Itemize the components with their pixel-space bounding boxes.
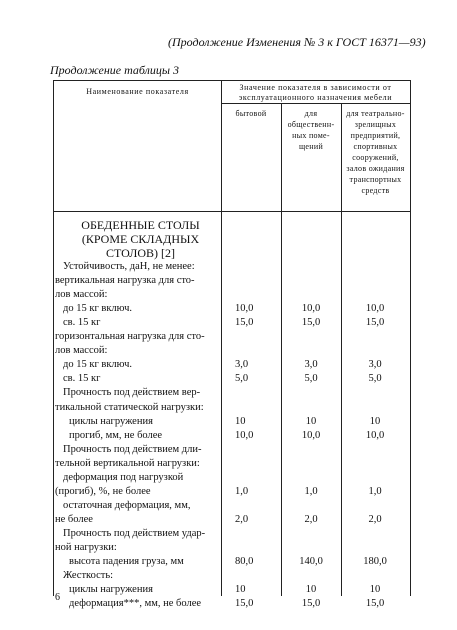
row-value-3: 10	[369, 415, 381, 427]
row-value-3: 10,0	[365, 429, 385, 441]
row-label: деформация под нагрузкой	[63, 471, 184, 483]
group-header-line1: Значение показателя в зависимости от	[239, 83, 392, 92]
table-continuation-caption: Продолжение таблицы 3	[50, 63, 180, 77]
row-label: тикальной статической нагрузки:	[55, 401, 204, 413]
section-title-line: СТОЛОВ) [2]	[105, 246, 176, 260]
row-value-2: 15,0	[301, 317, 321, 329]
row-value-3: 10,0	[365, 303, 385, 315]
row-value-1: 5,0	[235, 373, 249, 385]
subheader-theatre-line: средств	[361, 186, 390, 195]
subheader-public	[281, 108, 341, 152]
row-label: лов массой:	[55, 289, 108, 301]
row-value-3: 10	[369, 584, 381, 596]
section-title	[53, 218, 228, 260]
row-label: Прочность под действием удар-	[63, 527, 206, 539]
row-value-3: 15,0	[365, 317, 385, 329]
subheader-public-line: общественн-	[287, 120, 335, 129]
table-row	[53, 485, 409, 499]
row-label: циклы нагружения	[69, 415, 153, 427]
row-value-2: 5,0	[304, 373, 318, 385]
table-row	[53, 274, 409, 288]
subheader-household: бытовой	[235, 109, 267, 118]
row-value-1: 10,0	[235, 429, 254, 441]
row-value-2: 15,0	[301, 598, 321, 610]
page-number: 6	[55, 592, 60, 603]
table-row	[53, 260, 409, 274]
row-value-1: 10	[235, 415, 246, 427]
row-value-1: 15,0	[235, 317, 254, 329]
row-value-3: 180,0	[363, 556, 387, 568]
row-label: не более	[55, 513, 93, 525]
table-row	[53, 429, 409, 443]
row-label: ной нагрузки:	[55, 542, 117, 553]
table-row	[53, 302, 409, 316]
row-label: деформация***, мм, не более	[69, 598, 202, 610]
table-row	[53, 401, 409, 415]
row-label: Прочность под действием дли-	[63, 443, 202, 455]
row-value-1: 80,0	[235, 556, 254, 568]
row-value-1: 15,0	[235, 598, 254, 610]
row-value-3: 15,0	[365, 598, 385, 610]
row-value-3: 3,0	[368, 359, 382, 371]
subheader-theatre-line: для театрально-	[346, 109, 405, 118]
row-label: лов массой:	[55, 345, 108, 357]
table-row	[53, 541, 409, 555]
subheader-theatre	[341, 108, 410, 196]
table-row	[53, 316, 409, 330]
subheader-public-line: для	[304, 109, 318, 118]
row-value-2: 1,0	[304, 485, 318, 497]
table-row	[53, 499, 409, 513]
row-value-2: 10	[305, 415, 317, 427]
section-title-line: ОБЕДЕННЫЕ СТОЛЫ	[81, 218, 200, 232]
subheader-public-line: ных поме-	[292, 131, 330, 140]
row-label: вертикальная нагрузка для сто-	[55, 275, 195, 287]
row-label: св. 15 кг	[63, 317, 101, 329]
table-row	[53, 330, 409, 344]
table-row	[53, 415, 409, 429]
table-row	[53, 597, 409, 611]
group-header-rule	[221, 103, 410, 104]
row-label: до 15 кг включ.	[63, 303, 133, 315]
row-value-1: 3,0	[235, 359, 249, 371]
subheader-public-line: щений	[298, 142, 324, 151]
row-label: циклы нагружения	[69, 584, 153, 596]
row-value-3: 5,0	[368, 373, 382, 385]
col-name-header: Наименование показателя	[86, 87, 189, 96]
subheader-theatre-line: залов ожидания	[346, 164, 405, 173]
row-label: св. 15 кг	[63, 373, 101, 385]
table-row	[53, 358, 409, 372]
row-value-2: 2,0	[304, 513, 318, 525]
row-value-3: 2,0	[368, 513, 382, 525]
group-header-line2: эксплуатационного назначения мебели	[238, 93, 393, 102]
row-value-2: 10	[305, 584, 317, 596]
row-value-3: 1,0	[368, 485, 382, 497]
row-label: Устойчивость, даН, не менее:	[63, 261, 195, 272]
subheader-theatre-line: сооружений,	[352, 153, 399, 162]
table-row	[53, 288, 409, 302]
row-label: горизонтальная нагрузка для сто-	[55, 331, 205, 343]
row-label: высота падения груза, мм	[69, 556, 184, 568]
subheader-theatre-line: предприятий,	[350, 131, 401, 140]
table-row	[53, 513, 409, 527]
row-value-2: 10,0	[301, 429, 321, 441]
table-row	[53, 583, 409, 597]
table-row	[53, 443, 409, 457]
row-label: тельной вертикальной нагрузки:	[55, 457, 200, 469]
row-value-2: 140,0	[299, 556, 323, 568]
page-header: (Продолжение Изменения № 3 к ГОСТ 16371—93)	[168, 35, 426, 49]
row-label: до 15 кг включ.	[63, 359, 133, 371]
table-row	[53, 344, 409, 358]
row-value-1: 10	[235, 584, 246, 596]
table-row	[53, 471, 409, 485]
table-row	[53, 386, 409, 400]
table-row	[53, 555, 409, 569]
table-row	[53, 527, 409, 541]
row-label: остаточная деформация, мм,	[63, 499, 191, 511]
row-label: прогиб, мм, не более	[69, 429, 163, 441]
row-value-1: 10,0	[235, 303, 254, 315]
subheader-theatre-line: транспортных	[349, 175, 402, 184]
subheader-theatre-line: спортивных	[353, 142, 398, 151]
section-title-line: (КРОМЕ СКЛАДНЫХ	[81, 232, 200, 246]
row-label: (прогиб), %, не более	[55, 485, 151, 497]
row-value-2: 3,0	[304, 359, 318, 371]
row-label: Прочность под действием вер-	[63, 387, 201, 399]
row-label: Жесткость:	[63, 570, 114, 582]
table-row	[53, 569, 409, 583]
table-row	[53, 457, 409, 471]
subheader-theatre-line: зрелищных	[354, 120, 397, 129]
row-value-1: 1,0	[235, 485, 249, 497]
table-row	[53, 372, 409, 386]
header-bottom-rule	[54, 211, 410, 212]
row-value-1: 2,0	[235, 513, 249, 525]
row-value-2: 10,0	[301, 303, 321, 315]
